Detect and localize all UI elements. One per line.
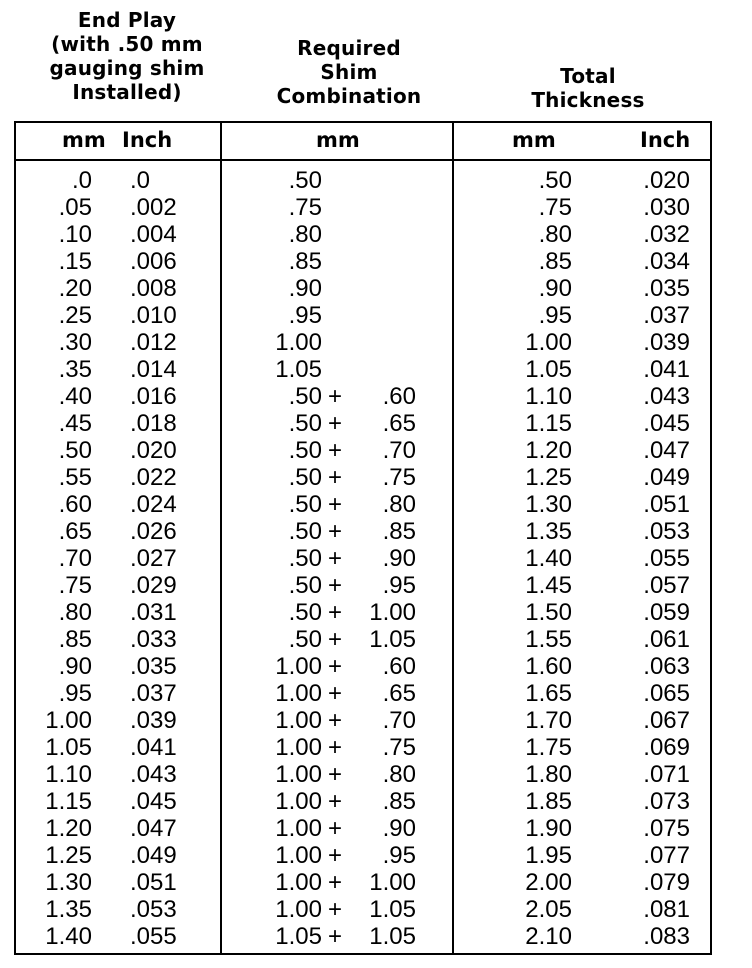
cell-end-play-mm: .30	[58, 329, 92, 356]
cell-total-mm: 2.00	[525, 869, 572, 896]
cell-end-play-inch: .051	[130, 869, 177, 896]
table-row	[0, 896, 752, 923]
cell-total-mm: 1.05	[525, 356, 572, 383]
cell-shim-second: .80	[382, 761, 416, 788]
cell-end-play-mm: .95	[58, 680, 92, 707]
cell-plus-sign: +	[328, 707, 343, 734]
table-row	[0, 383, 752, 410]
cell-plus-sign: +	[328, 464, 343, 491]
cell-total-inch: .039	[643, 329, 690, 356]
cell-end-play-inch: .010	[130, 302, 177, 329]
cell-shim-second: .60	[382, 653, 416, 680]
cell-plus-sign: +	[328, 761, 343, 788]
cell-plus-sign: +	[328, 923, 343, 950]
cell-shim-second: 1.05	[369, 896, 416, 923]
table-row	[0, 707, 752, 734]
cell-total-mm: .90	[538, 275, 572, 302]
cell-total-mm: .75	[538, 194, 572, 221]
cell-shim-second: .85	[382, 518, 416, 545]
subheader-end-play-mm: mm	[62, 128, 106, 152]
cell-plus-sign: +	[328, 680, 343, 707]
cell-shim-first: 1.00	[275, 734, 322, 761]
cell-total-inch: .035	[643, 275, 690, 302]
cell-end-play-mm: .75	[58, 572, 92, 599]
cell-end-play-mm: .55	[58, 464, 92, 491]
cell-total-mm: 1.35	[525, 518, 572, 545]
cell-plus-sign: +	[328, 626, 343, 653]
cell-shim-second: 1.00	[369, 869, 416, 896]
cell-total-inch: .047	[643, 437, 690, 464]
table-body	[0, 167, 752, 950]
cell-total-mm: 1.50	[525, 599, 572, 626]
table-row	[0, 167, 752, 194]
cell-shim-second: .95	[382, 572, 416, 599]
cell-total-inch: .065	[643, 680, 690, 707]
cell-shim-first: .50	[288, 518, 322, 545]
table-row	[0, 761, 752, 788]
cell-plus-sign: +	[328, 545, 343, 572]
cell-total-inch: .051	[643, 491, 690, 518]
cell-total-mm: 1.40	[525, 545, 572, 572]
cell-end-play-mm: .85	[58, 626, 92, 653]
cell-end-play-mm: .45	[58, 410, 92, 437]
cell-total-inch: .061	[643, 626, 690, 653]
cell-end-play-mm: .60	[58, 491, 92, 518]
table-row	[0, 815, 752, 842]
cell-total-inch: .079	[643, 869, 690, 896]
cell-total-mm: 1.75	[525, 734, 572, 761]
header-total-thickness	[472, 64, 704, 112]
cell-shim-second: 1.00	[369, 599, 416, 626]
table-row	[0, 923, 752, 950]
header-end-play	[22, 8, 232, 104]
cell-total-mm: 1.85	[525, 788, 572, 815]
header-end-play-line: (with .50 mm	[51, 32, 203, 56]
cell-plus-sign: +	[328, 599, 343, 626]
cell-end-play-inch: .043	[130, 761, 177, 788]
cell-end-play-mm: .80	[58, 599, 92, 626]
cell-total-mm: .50	[538, 167, 572, 194]
cell-total-mm: 2.05	[525, 896, 572, 923]
cell-plus-sign: +	[328, 815, 343, 842]
cell-total-inch: .043	[643, 383, 690, 410]
table-row	[0, 275, 752, 302]
cell-total-inch: .020	[643, 167, 690, 194]
table-row	[0, 194, 752, 221]
cell-end-play-inch: .012	[130, 329, 177, 356]
cell-shim-first: .85	[288, 248, 322, 275]
header-total-line: Thickness	[531, 88, 645, 112]
subheader-end-play-inch: Inch	[122, 128, 173, 152]
cell-plus-sign: +	[328, 491, 343, 518]
cell-plus-sign: +	[328, 410, 343, 437]
cell-shim-second: .70	[382, 437, 416, 464]
cell-shim-second: .65	[382, 410, 416, 437]
cell-end-play-inch: .016	[130, 383, 177, 410]
cell-total-inch: .069	[643, 734, 690, 761]
table-row	[0, 356, 752, 383]
cell-end-play-inch: .024	[130, 491, 177, 518]
header-shim-line: Required	[297, 36, 401, 60]
cell-shim-first: .75	[288, 194, 322, 221]
cell-total-mm: .85	[538, 248, 572, 275]
table-row	[0, 653, 752, 680]
cell-shim-first: 1.05	[275, 923, 322, 950]
cell-end-play-inch: .0	[130, 167, 151, 194]
cell-end-play-inch: .020	[130, 437, 177, 464]
cell-shim-first: .50	[288, 572, 322, 599]
table-row	[0, 464, 752, 491]
cell-shim-second: .75	[382, 464, 416, 491]
cell-shim-second: .90	[382, 815, 416, 842]
cell-total-inch: .055	[643, 545, 690, 572]
cell-total-inch: .077	[643, 842, 690, 869]
cell-shim-first: .80	[288, 221, 322, 248]
cell-plus-sign: +	[328, 518, 343, 545]
cell-total-mm: 1.30	[525, 491, 572, 518]
cell-total-mm: 1.00	[525, 329, 572, 356]
cell-plus-sign: +	[328, 788, 343, 815]
cell-end-play-inch: .035	[130, 653, 177, 680]
cell-shim-first: 1.00	[275, 653, 322, 680]
cell-shim-first: .50	[288, 410, 322, 437]
cell-shim-first: 1.00	[275, 680, 322, 707]
cell-end-play-inch: .018	[130, 410, 177, 437]
cell-end-play-inch: .004	[130, 221, 177, 248]
cell-shim-second: .90	[382, 545, 416, 572]
table-row	[0, 734, 752, 761]
cell-shim-second: 1.05	[369, 626, 416, 653]
cell-end-play-inch: .031	[130, 599, 177, 626]
cell-plus-sign: +	[328, 653, 343, 680]
cell-shim-second: .65	[382, 680, 416, 707]
cell-shim-first: .50	[288, 545, 322, 572]
table-row	[0, 842, 752, 869]
cell-shim-second: .60	[382, 383, 416, 410]
cell-end-play-mm: 1.15	[45, 788, 92, 815]
cell-end-play-mm: 1.20	[45, 815, 92, 842]
table-row	[0, 302, 752, 329]
cell-shim-second: .95	[382, 842, 416, 869]
cell-end-play-mm: .40	[58, 383, 92, 410]
cell-end-play-inch: .041	[130, 734, 177, 761]
cell-end-play-inch: .039	[130, 707, 177, 734]
cell-end-play-inch: .045	[130, 788, 177, 815]
cell-total-inch: .063	[643, 653, 690, 680]
cell-total-inch: .075	[643, 815, 690, 842]
cell-end-play-mm: .20	[58, 275, 92, 302]
table-row	[0, 599, 752, 626]
cell-total-inch: .067	[643, 707, 690, 734]
cell-end-play-mm: .35	[58, 356, 92, 383]
cell-end-play-mm: 1.35	[45, 896, 92, 923]
table-row	[0, 572, 752, 599]
table-row	[0, 545, 752, 572]
cell-end-play-inch: .053	[130, 896, 177, 923]
cell-end-play-inch: .047	[130, 815, 177, 842]
table-row	[0, 626, 752, 653]
cell-end-play-mm: 1.00	[45, 707, 92, 734]
cell-end-play-mm: 1.40	[45, 923, 92, 950]
cell-total-inch: .045	[643, 410, 690, 437]
cell-plus-sign: +	[328, 734, 343, 761]
cell-plus-sign: +	[328, 869, 343, 896]
cell-total-inch: .057	[643, 572, 690, 599]
cell-end-play-mm: .70	[58, 545, 92, 572]
cell-total-inch: .032	[643, 221, 690, 248]
cell-plus-sign: +	[328, 437, 343, 464]
table-row	[0, 518, 752, 545]
cell-shim-first: .50	[288, 383, 322, 410]
cell-end-play-mm: .05	[58, 194, 92, 221]
table-row	[0, 410, 752, 437]
cell-end-play-mm: 1.10	[45, 761, 92, 788]
cell-end-play-inch: .029	[130, 572, 177, 599]
cell-total-inch: .059	[643, 599, 690, 626]
header-shim-line: Shim	[320, 60, 378, 84]
cell-total-inch: .053	[643, 518, 690, 545]
cell-plus-sign: +	[328, 383, 343, 410]
table-row	[0, 491, 752, 518]
cell-end-play-inch: .049	[130, 842, 177, 869]
cell-end-play-mm: .25	[58, 302, 92, 329]
cell-shim-first: .50	[288, 167, 322, 194]
cell-end-play-mm: .90	[58, 653, 92, 680]
cell-shim-first: 1.00	[275, 869, 322, 896]
cell-total-inch: .049	[643, 464, 690, 491]
cell-total-inch: .030	[643, 194, 690, 221]
header-total-line: Total	[560, 64, 616, 88]
cell-plus-sign: +	[328, 572, 343, 599]
cell-end-play-mm: 1.05	[45, 734, 92, 761]
cell-total-mm: 2.10	[525, 923, 572, 950]
subheader-total-inch: Inch	[640, 128, 691, 152]
cell-total-mm: 1.25	[525, 464, 572, 491]
header-required-shim	[236, 36, 462, 108]
cell-end-play-mm: 1.25	[45, 842, 92, 869]
cell-total-mm: 1.10	[525, 383, 572, 410]
cell-total-mm: 1.65	[525, 680, 572, 707]
table-row	[0, 221, 752, 248]
cell-end-play-mm: .10	[58, 221, 92, 248]
cell-end-play-inch: .014	[130, 356, 177, 383]
table-row	[0, 869, 752, 896]
cell-total-mm: 1.55	[525, 626, 572, 653]
cell-shim-second: .85	[382, 788, 416, 815]
cell-total-mm: 1.45	[525, 572, 572, 599]
cell-total-mm: 1.70	[525, 707, 572, 734]
cell-plus-sign: +	[328, 896, 343, 923]
header-end-play-line: gauging shim	[49, 56, 205, 80]
cell-total-mm: 1.95	[525, 842, 572, 869]
cell-total-mm: .80	[538, 221, 572, 248]
cell-shim-first: 1.00	[275, 896, 322, 923]
header-end-play-line: End Play	[77, 8, 177, 32]
cell-shim-first: 1.00	[275, 761, 322, 788]
cell-total-mm: 1.15	[525, 410, 572, 437]
cell-total-mm: 1.90	[525, 815, 572, 842]
cell-shim-first: .50	[288, 437, 322, 464]
cell-end-play-inch: .033	[130, 626, 177, 653]
cell-shim-first: .95	[288, 302, 322, 329]
cell-shim-second: .75	[382, 734, 416, 761]
cell-end-play-mm: .50	[58, 437, 92, 464]
table-row	[0, 680, 752, 707]
cell-shim-first: 1.00	[275, 842, 322, 869]
cell-end-play-inch: .037	[130, 680, 177, 707]
header-end-play-line: Installed)	[72, 80, 182, 104]
cell-total-inch: .081	[643, 896, 690, 923]
cell-shim-first: .50	[288, 491, 322, 518]
cell-shim-second: 1.05	[369, 923, 416, 950]
cell-end-play-inch: .006	[130, 248, 177, 275]
cell-total-mm: 1.60	[525, 653, 572, 680]
cell-shim-first: 1.00	[275, 707, 322, 734]
cell-end-play-mm: .0	[71, 167, 92, 194]
cell-shim-first: 1.05	[275, 356, 322, 383]
cell-shim-first: 1.00	[275, 788, 322, 815]
cell-total-mm: 1.20	[525, 437, 572, 464]
cell-shim-first: 1.00	[275, 815, 322, 842]
cell-shim-first: 1.00	[275, 329, 322, 356]
cell-total-mm: .95	[538, 302, 572, 329]
subheader-total-mm: mm	[512, 128, 556, 152]
cell-end-play-mm: 1.30	[45, 869, 92, 896]
cell-end-play-inch: .026	[130, 518, 177, 545]
cell-total-inch: .041	[643, 356, 690, 383]
cell-total-inch: .073	[643, 788, 690, 815]
cell-shim-second: .70	[382, 707, 416, 734]
cell-shim-first: .90	[288, 275, 322, 302]
cell-plus-sign: +	[328, 842, 343, 869]
cell-end-play-mm: .15	[58, 248, 92, 275]
header-shim-line: Combination	[276, 84, 422, 108]
cell-end-play-inch: .022	[130, 464, 177, 491]
cell-total-mm: 1.80	[525, 761, 572, 788]
cell-end-play-inch: .002	[130, 194, 177, 221]
subheader-divider	[14, 159, 712, 161]
cell-shim-second: .80	[382, 491, 416, 518]
table-row	[0, 788, 752, 815]
cell-end-play-mm: .65	[58, 518, 92, 545]
table-row	[0, 248, 752, 275]
cell-end-play-inch: .027	[130, 545, 177, 572]
cell-shim-first: .50	[288, 626, 322, 653]
table-row	[0, 329, 752, 356]
table-row	[0, 437, 752, 464]
cell-total-inch: .071	[643, 761, 690, 788]
cell-total-inch: .037	[643, 302, 690, 329]
cell-shim-first: .50	[288, 599, 322, 626]
cell-end-play-inch: .008	[130, 275, 177, 302]
cell-shim-first: .50	[288, 464, 322, 491]
subheader-shim-mm: mm	[316, 128, 360, 152]
cell-total-inch: .034	[643, 248, 690, 275]
cell-end-play-inch: .055	[130, 923, 177, 950]
cell-total-inch: .083	[643, 923, 690, 950]
